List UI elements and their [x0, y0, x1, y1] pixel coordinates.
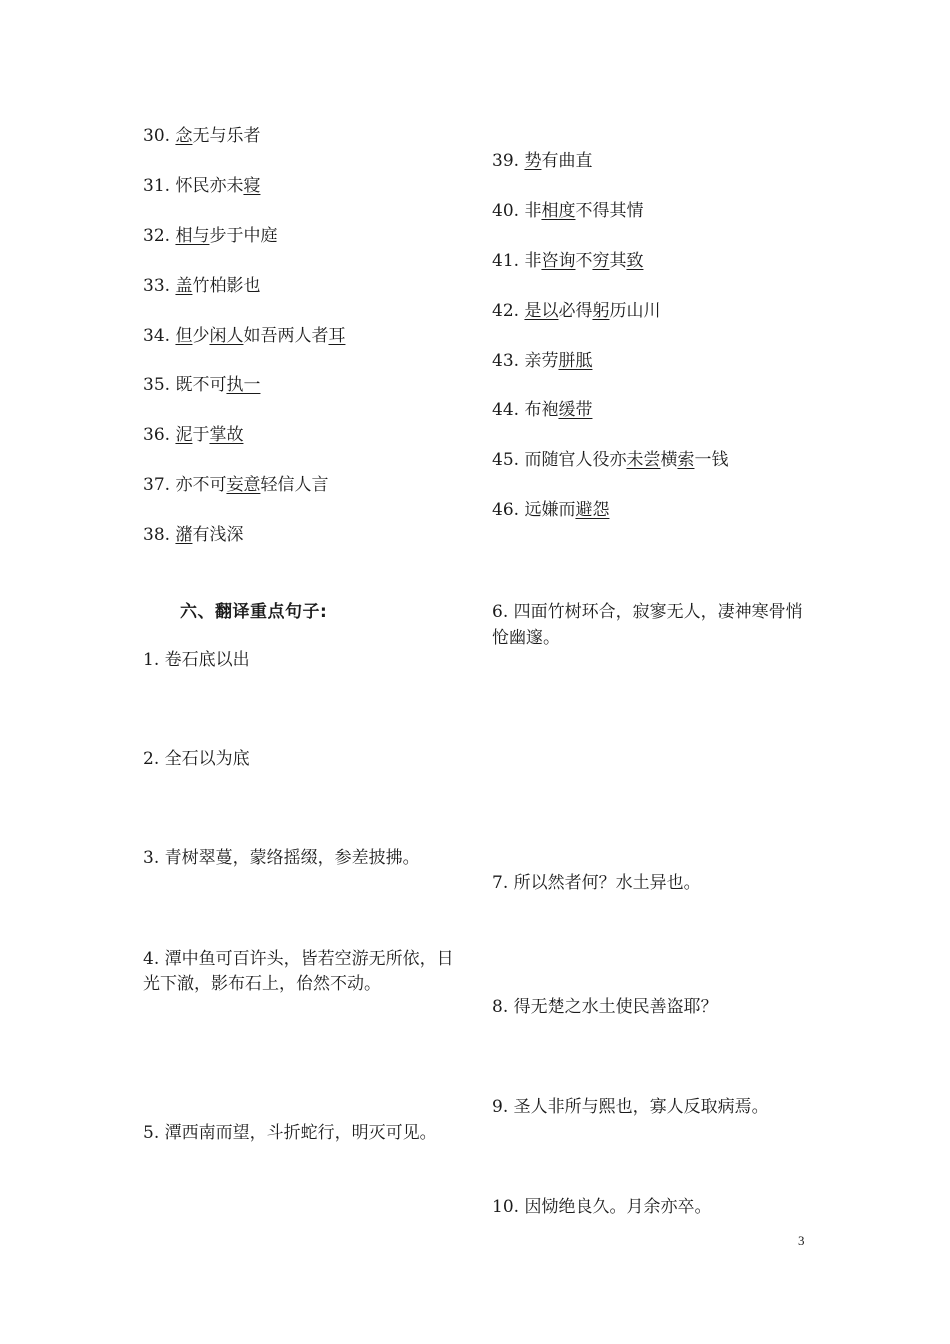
vocab-text: 轻信人言 [260, 475, 329, 495]
vocab-item-46 [492, 499, 609, 521]
underlined-keyword: 耳 [328, 326, 346, 346]
vocab-text: 42. [492, 301, 525, 321]
underlined-keyword: 索 [677, 450, 695, 470]
vocab-text: 一钱 [694, 450, 729, 470]
vocab-text: 其 [609, 251, 627, 271]
vocab-item-36 [143, 424, 243, 446]
underlined-keyword: 掌故 [209, 425, 244, 445]
underlined-keyword: 势 [524, 151, 542, 171]
underlined-keyword: 念 [175, 126, 193, 146]
underlined-keyword: 执一 [226, 375, 261, 395]
vocab-item-31 [143, 175, 260, 197]
vocab-text: 37. 亦不可 [143, 475, 227, 495]
vocab-item-41 [492, 250, 643, 272]
vocab-text: 46. 远嫌而 [492, 500, 576, 520]
sentence-10: 10. 因恸绝良久。月余亦卒。 [492, 1197, 712, 1217]
vocab-item-30 [143, 125, 260, 147]
vocab-text: 必得 [558, 301, 593, 321]
underlined-keyword: 泥 [175, 425, 193, 445]
vocab-text: 历山川 [609, 301, 661, 321]
vocab-text: 于 [192, 425, 210, 445]
sentence-4: 4. 潭中鱼可百许头，皆若空游无所依，日光下澈，影布石上，佁然不动。 [143, 949, 454, 994]
vocab-text: 步于中庭 [209, 226, 278, 246]
underlined-keyword: 寝 [243, 176, 261, 196]
vocab-item-39 [492, 150, 592, 172]
vocab-item-43 [492, 350, 592, 372]
sentence-6: 6. 四面竹树环合，寂寥无人，凄神寒骨悄怆幽邃。 [492, 602, 803, 648]
sentence-8: 8. 得无楚之水土使民善盗耶？ [492, 997, 718, 1017]
vocab-item-38 [143, 524, 243, 546]
vocab-text: 不得其情 [575, 201, 644, 221]
vocab-item-33 [143, 275, 260, 297]
vocab-text: 39. [492, 151, 525, 171]
vocab-text: 43. 亲劳 [492, 351, 559, 371]
vocab-item-32 [143, 225, 277, 247]
sentence-3: 3. 青树翠蔓，蒙络摇缀，参差披拂。 [143, 848, 420, 868]
vocab-text: 44. 布袍 [492, 400, 559, 420]
vocab-text: 32. [143, 226, 176, 246]
vocab-text: 35. 既不可 [143, 375, 227, 395]
vocab-item-45 [492, 449, 728, 471]
vocab-item-40 [492, 200, 643, 222]
vocab-text: 38. [143, 525, 176, 545]
underlined-keyword: 缓带 [558, 400, 593, 420]
underlined-keyword: 穷 [592, 251, 610, 271]
vocab-item-34 [143, 325, 345, 347]
vocab-item-44 [492, 399, 592, 421]
underlined-keyword: 盖 [175, 276, 193, 296]
vocab-text: 如吾两人者 [243, 326, 329, 346]
vocab-text: 41. 非 [492, 251, 542, 271]
vocab-text: 有浅深 [192, 525, 244, 545]
vocab-text: 横 [660, 450, 678, 470]
vocab-text: 竹柏影也 [192, 276, 261, 296]
underlined-keyword: 相度 [541, 201, 576, 221]
underlined-keyword: 相与 [175, 226, 210, 246]
underlined-keyword: 咨询 [541, 251, 576, 271]
underlined-keyword: 避怨 [575, 500, 610, 520]
sentence-2: 2. 全石以为底 [143, 749, 250, 769]
underlined-keyword: 致 [626, 251, 644, 271]
vocab-text: 少 [192, 326, 210, 346]
vocab-text: 有曲直 [541, 151, 593, 171]
vocab-text: 40. 非 [492, 201, 542, 221]
underlined-keyword: 胼胝 [558, 351, 593, 371]
vocab-item-35 [143, 374, 260, 396]
vocab-text: 34. [143, 326, 176, 346]
underlined-keyword: 闲人 [209, 326, 244, 346]
vocab-text: 33. [143, 276, 176, 296]
sentence-9: 9. 圣人非所与熙也，寡人反取病焉。 [492, 1097, 769, 1117]
underlined-keyword: 躬 [592, 301, 610, 321]
vocab-text: 45. 而随官人役亦 [492, 450, 627, 470]
vocab-item-42 [492, 300, 660, 322]
vocab-text: 不 [575, 251, 593, 271]
underlined-keyword: 是以 [524, 301, 559, 321]
sentence-1: 1. 卷石底以出 [143, 650, 250, 670]
underlined-keyword: 妄意 [226, 475, 261, 495]
underlined-keyword: 潴 [175, 525, 193, 545]
vocab-text: 30. [143, 126, 176, 146]
vocab-text: 无与乐者 [192, 126, 261, 146]
vocab-text: 31. 怀民亦未 [143, 176, 244, 196]
underlined-keyword: 未尝 [626, 450, 661, 470]
underlined-keyword: 但 [175, 326, 193, 346]
sentence-7: 7. 所以然者何？水土异也。 [492, 873, 701, 893]
sentence-5: 5. 潭西南而望，斗折蛇行，明灭可见。 [143, 1123, 437, 1143]
page-number: 3 [798, 1233, 805, 1248]
vocab-text: 36. [143, 425, 176, 445]
vocab-item-37 [143, 474, 328, 496]
section-heading: 六、翻译重点句子: [180, 602, 328, 622]
